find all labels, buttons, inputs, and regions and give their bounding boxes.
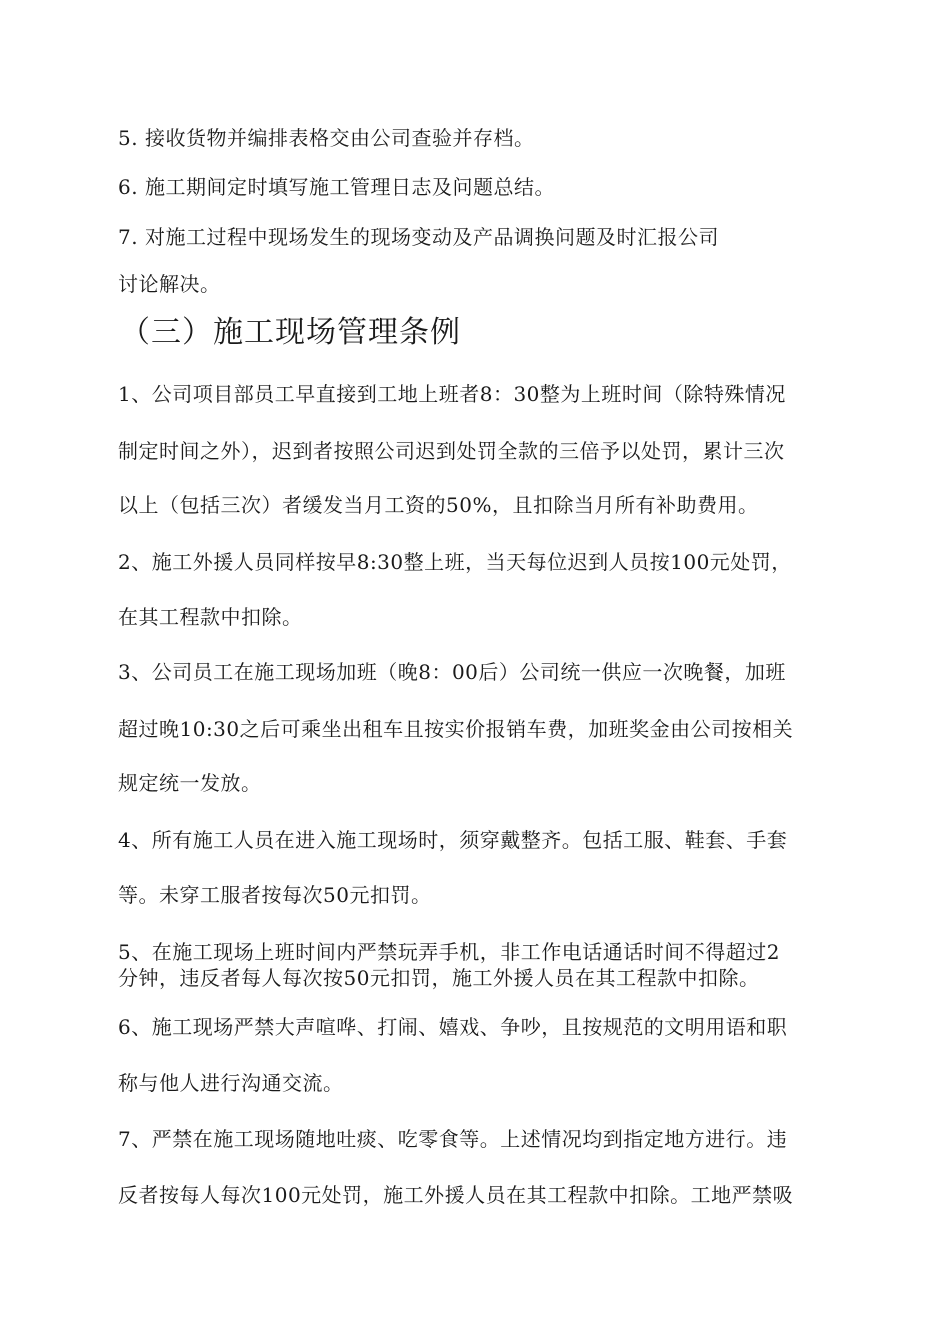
- rule-item: 2、施工外援人员同样按早8:30整上班，当天每位迟到人员按100元处罚，: [118, 550, 792, 574]
- rule-item-continuation: 称与他人进行沟通交流。: [118, 1071, 344, 1095]
- rule-item: 6、施工现场严禁大声喧哗、打闹、嬉戏、争吵，且按规范的文明用语和职: [118, 1015, 788, 1039]
- rule-item-continuation: 超过晚10:30之后可乘坐出租车且按实价报销车费，加班奖金由公司按相关: [118, 717, 794, 741]
- rule-item-continuation: 制定时间之外），迟到者按照公司迟到处罚全款的三倍予以处罚，累计三次: [118, 439, 785, 463]
- rule-item: 3、公司员工在施工现场加班（晚8：00后）公司统一供应一次晚餐，加班: [118, 660, 786, 684]
- rule-item: 5、在施工现场上班时间内严禁玩弄手机，非工作电话通话时间不得超过2: [118, 940, 780, 964]
- rule-item-continuation: 等。未穿工服者按每次50元扣罚。: [118, 883, 432, 907]
- rule-item: 4、所有施工人员在进入施工现场时，须穿戴整齐。包括工服、鞋套、手套: [118, 828, 788, 852]
- rule-item-continuation: 在其工程款中扣除。: [118, 605, 303, 629]
- section-heading: （三）施工现场管理条例: [120, 315, 461, 350]
- list-item: 6. 施工期间定时填写施工管理日志及问题总结。: [118, 175, 555, 199]
- rule-item-continuation: 以上（包括三次）者缓发当月工资的50%，且扣除当月所有补助费用。: [118, 493, 759, 517]
- rule-item: 7、严禁在施工现场随地吐痰、吃零食等。上述情况均到指定地方进行。违: [118, 1127, 788, 1151]
- list-item: 5. 接收货物并编排表格交由公司查验并存档。: [118, 126, 535, 150]
- rule-item-continuation: 分钟，违反者每人每次按50元扣罚，施工外援人员在其工程款中扣除。: [118, 966, 760, 990]
- rule-item: 1、公司项目部员工早直接到工地上班者8：30整为上班时间（除特殊情况: [118, 382, 786, 406]
- list-item-continuation: 讨论解决。: [118, 272, 221, 296]
- list-item: 7. 对施工过程中现场发生的现场变动及产品调换问题及时汇报公司: [118, 225, 719, 249]
- rule-item-continuation: 规定统一发放。: [118, 771, 262, 795]
- rule-item-continuation: 反者按每人每次100元处罚，施工外援人员在其工程款中扣除。工地严禁吸: [118, 1183, 794, 1207]
